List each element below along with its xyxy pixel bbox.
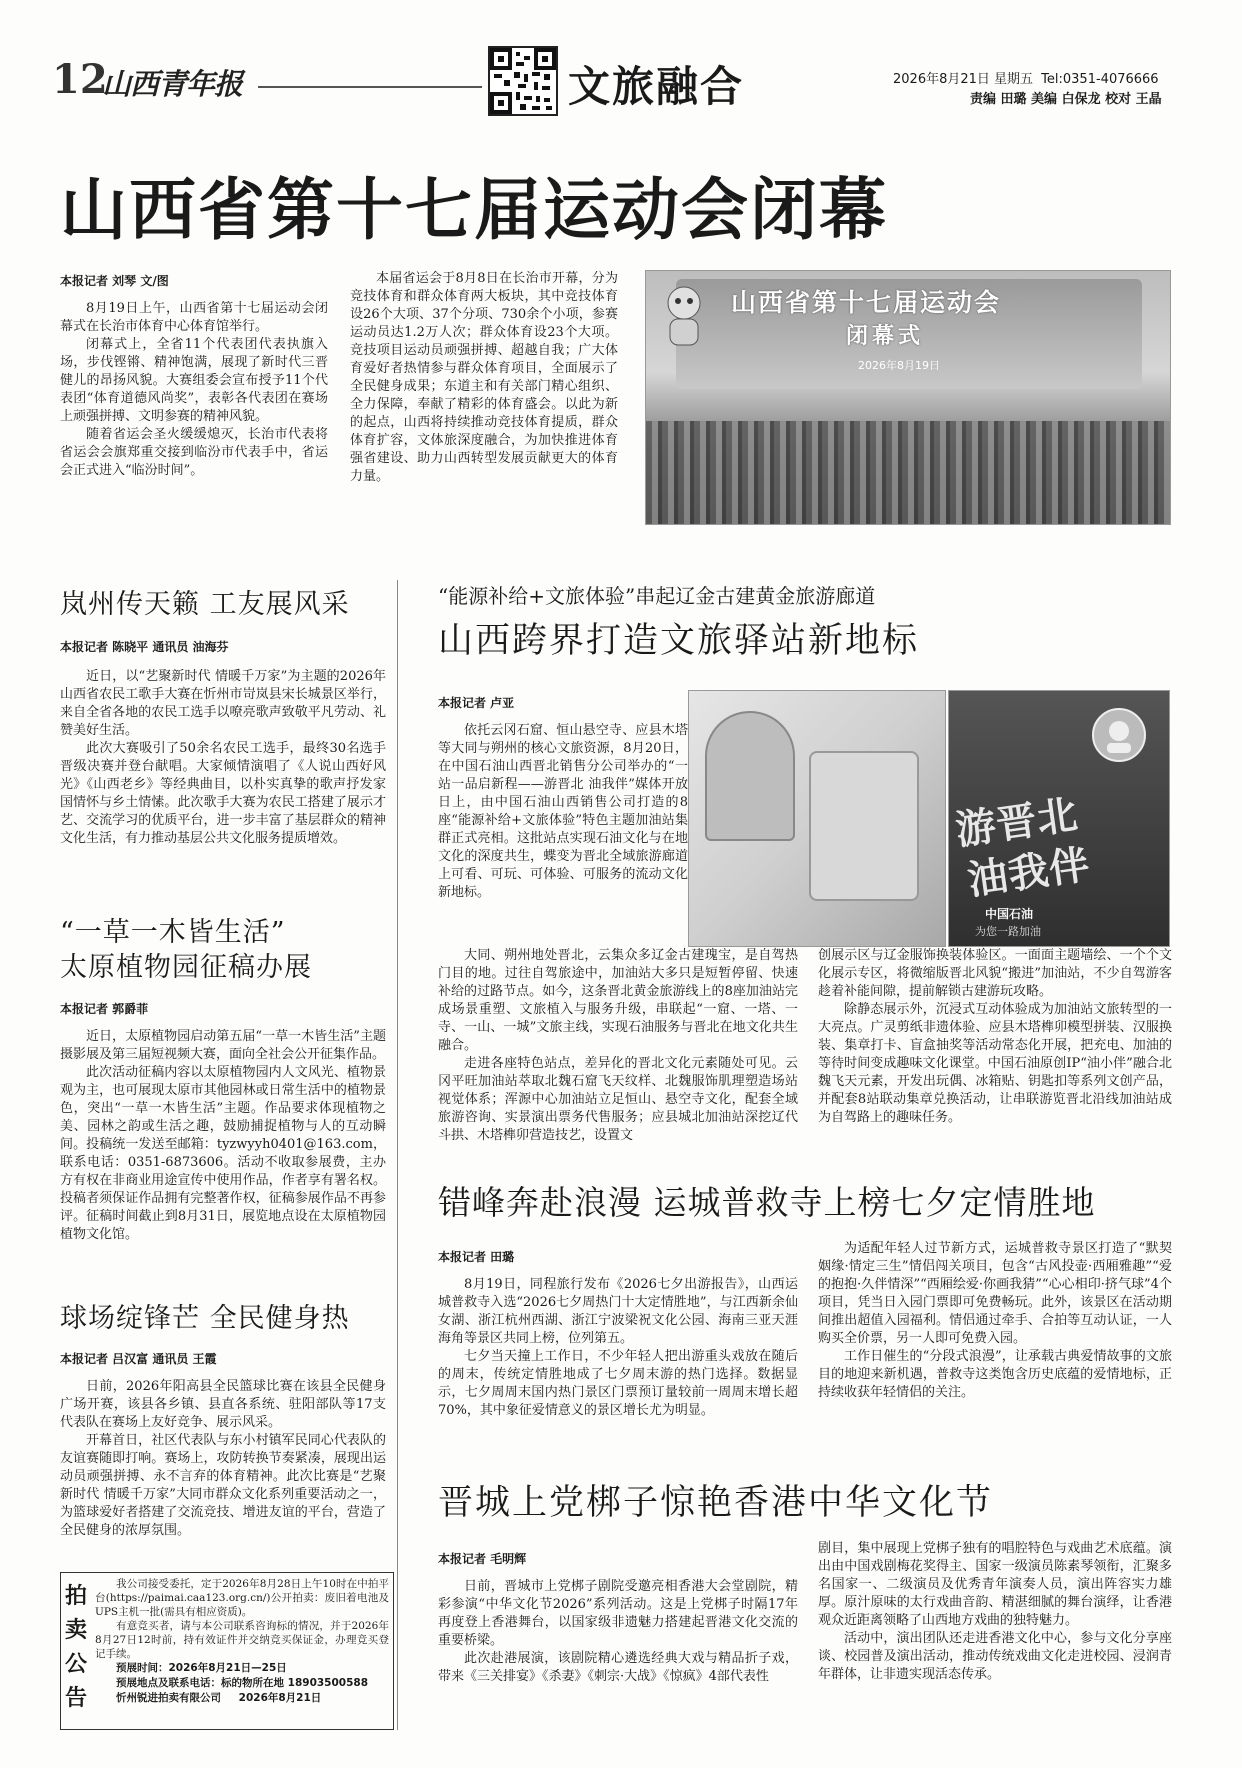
left-story-3-headline: 球场绽锋芒 全民健身热 [60,1303,350,1334]
photo-banner-subtitle: 闭幕式 [846,323,925,349]
pujiu-column-1 [438,1276,798,1420]
lead-headline: 山西省第十七届运动会闭幕 [60,170,888,249]
pujiu-headline: 错峰奔赴浪漫 运城普救寺上榜七夕定情胜地 [438,1183,1096,1222]
left1-para-2: 此次大赛吸引了50余名农民工选手，最终30名选手晋级决赛并登台献唱。大家倾情演唱了《人说山西好风光》《山西老乡》等经典曲目，以朴实真挚的歌声抒发家国情怀与乡土情愫。此次歌手大赛为农民工搭建了展示才艺、交流学习的优质平台，进一步丰富了基层群众的精神文化生活，有力推动基层公共文化服务提质增效。 [60,741,386,846]
pujiu-column-2 [818,1240,1172,1402]
left-story-2-headline-2: 太原植物园征稿办展 [60,952,312,983]
auction-company [95,1691,389,1706]
station-para-3: 创展示区与辽金服饰换装体验区。一面面主题墙绘、一个个文化展示专区，将微缩版晋北风貌“搬进”加油站，不少自驾游客趁着补能间隙，提前解锁古建游玩攻略。 [818,948,1172,999]
left-story-3-body [60,1378,386,1540]
page-number: 12 [52,56,108,103]
station-column-1 [438,947,798,1145]
paper-name-logo: 山西青年报 [102,67,243,101]
masthead [0,0,1242,125]
left-story-1-body [60,668,386,848]
auction-preview: 预展时间：2026年8月21日—25日 [116,1662,287,1674]
auction-contact: 预展地点及联系电话：标的物所在地 18903500588 [116,1677,369,1689]
lead-column-1 [60,300,328,480]
bangzi-para-4: 活动中，演出团队还走进香港文化中心，参与文化分享座谈、校园普及演出活动，推动传统戏曲文化走进校园、浸润青年群体，让非遗实现活态传承。 [818,1631,1172,1682]
left-story-2-headline-1: “一草一木皆生活” [60,917,286,948]
petrochina-logo-icon [1089,705,1149,765]
photo-banner-date: 2026年8月19日 [858,359,940,372]
photo-banner-title: 山西省第十七届运动会 [731,288,1002,317]
tel-text: Tel:0351-4076666 [1041,72,1159,87]
pujiu-para-3: 为适配年轻人过节新方式，运城普救寺景区打造了“默契姻缘·情定三生”情侣闯关项目，包含“古风投壶·西厢雅趣”“爱的抱抱·久伴情深”“西厢绘爱·你画我猜”“心心相印·挤气球”4个项目，凭当日入园门票即可免费畅玩。此外，该景区在活动期间推出超值入园福利。情侣通过牵手、合拍等互动认证，一人购买全价票，另一人即可免费入园。 [818,1241,1172,1346]
masthead-rule-left [258,86,482,88]
bangzi-byline: 本报记者 毛明辉 [438,1552,527,1566]
left1-para-1: 近日，以“艺聚新时代 情暖千万家”为主题的2026年山西省农民工歌手大赛在忻州市岢岚县宋长城景区举行，来自全省各地的农民工选手以嘹亮歌声致敬平凡劳动、礼赞美好生活。 [60,669,386,738]
station-para-intro: 依托云冈石窟、恒山悬空寺、应县木塔等大同与朔州的核心文旅资源，8月20日，在中国石油山西晋北销售分公司举办的“一站一品启新程——游晋北 油我伴”媒体开放日上，由中国石油山西销售公司打造的8座“能源补给+文旅体验”特色主题加油站集群正式亮相。这批站点实现石油文化与在地文化的深度共生，蝶变为晋北全域旅游廊道上可看、可玩、可体验、可服务的流动文化新地标。 [438,723,688,900]
closing-ceremony-photo [645,270,1171,525]
station-intro [438,722,688,902]
wall-mural [705,711,795,841]
gas-station-photo-left [688,690,946,947]
auction-para-1: 我公司接受委托，定于2026年8月28日上午10时在中拍平台(https://paimai.caa123.org.cn/)公开拍卖：废旧着电池及UPS主机一批(需具有相应资质)。 [95,1578,389,1618]
auction-body [95,1577,389,1706]
section-title: 文旅融合 [568,62,745,111]
photo-brand: 中国石油 [985,907,1034,921]
auction-title: 拍卖公告 [65,1583,88,1711]
photo-slogan-line-1: 游晋北 [952,790,1082,855]
left-story-2-byline: 本报记者 郭爵菲 [60,1002,149,1016]
station-para-1: 大同、朔州地处晋北，云集众多辽金古建瑰宝，是自驾热门目的地。过往自驾旅途中，加油站大多只是短暂停留、快速补给的过路节点。如今，这条晋北黄金旅游线上的8座加油站完成场景重塑、文旅植入与服务升级，串联起“一窟、一塔、一寺、一山、一城”文旅主线，实现石油服务与晋北在地文化共生融合。 [438,948,798,1053]
left-story-2-body [60,1028,386,1244]
bangzi-para-3: 剧目，集中展现上党梆子独有的唱腔特色与戏曲艺术底蕴。演出由中国戏剧梅花奖得主、国家一级演员陈素琴领衔，汇聚多名国家一、二级演员及优秀青年演奏人员，演出阵容实力雄厚。原汁原味的太行戏曲音韵、精湛细腻的舞台演绎，让香港观众近距离领略了山西地方戏曲的独特魅力。 [818,1541,1172,1628]
left-story-3-byline: 本报记者 吕汉富 通讯员 王霞 [60,1352,217,1366]
bangzi-para-2: 此次赴港展演，该剧院精心遴选经典大戏与精品折子戏，带来《三关排宴》《杀妻》《刺宗·大战》《惊疯》4部代表性 [438,1651,798,1684]
bangzi-headline: 晋城上党梆子惊艳香港中华文化节 [438,1483,994,1523]
bangzi-column-2 [818,1540,1172,1684]
auction-date: 2026年8月21日 [238,1692,322,1704]
left3-para-1: 日前，2026年阳高县全民篮球比赛在该县全民健身广场开赛，该县各乡镇、县直各系统、驻阳部队等17支代表队在赛场上友好竞争、展示风采。 [60,1379,386,1430]
lead-para-2: 闭幕式上，全省11个代表团代表执旗入场，步伐铿锵、精神饱满，展现了新时代三晋健儿的昂扬风貌。大赛组委会宣布授予11个代表团“体育道德风尚奖”，表彰各代表团在赛场上顽强拼搏、文明参赛的精神风貌。 [60,337,328,424]
station-headline: 山西跨界打造文旅驿站新地标 [438,621,920,661]
lead-para-1: 8月19日上午，山西省第十七届运动会闭幕式在长治市体育中心体育馆举行。 [60,301,328,334]
station-kicker: “能源补给+文旅体验”串起辽金古建黄金旅游廊道 [438,584,876,608]
left-story-1-byline: 本报记者 陈晓平 通讯员 油海芬 [60,640,229,654]
wall-mural-2 [809,751,919,901]
qr-code-icon [488,46,558,116]
photo-slogan-line-2: 油我伴 [964,840,1094,905]
station-para-2: 走进各座特色站点，差异化的晋北文化元素随处可见。云冈平旺加油站萃取北魏石窟飞天纹样、北魏服饰肌理塑造场站视觉体系；浑源中心加油站立足恒山、悬空寺文化，配套全域旅游咨询、实景演出票务代售服务；应县城北加油站深挖辽代斗拱、木塔榫卯营造技艺，设置文 [438,1056,798,1143]
lead-para-3: 随着省运会圣火缓缓熄灭，长治市代表将省运会会旗郑重交接到临汾市代表手中，省运会正式进入“临汾时间”。 [60,427,328,478]
column-divider [397,580,398,1730]
lead-para-4: 本届省运会于8月8日在长治市开幕，分为竞技体育和群众体育两大板块，其中竞技体育设26个大项、37个分项、730余个小项，参赛运动员达1.2万人次；群众体育设23个大项。竞技项目运动员顽强拼搏、超越自我；广大体育爱好者热情参与群众体育项目，全面展示了全民健身成果；东道主和有关部门精心组织、全力保障，奉献了精彩的体育盛会。以此为新的起点，山西将持续推动竞技体育提质，群众体育扩容，文体旅深度融合，为加快推进体育强省建设、助力山西转型发展贡献更大的体育力量。 [350,271,618,484]
left-story-1-headline: 岚州传天籁 工友展风采 [60,589,350,620]
date-text: 2026年8月21日 星期五 [893,72,1034,87]
station-para-4: 除静态展示外，沉浸式互动体验成为加油站文旅转型的一大亮点。广灵剪纸非遗体验、应县木塔榫卯模型拼装、汉服换装、集章打卡、盲盒抽奖等活动常态化开展，把充电、加油的等待时间变成趣味文化课堂。中国石油原创IP“油小伴”融合北魏飞天元素，开发出玩偶、冰箱贴、钥匙扣等系列文创产品，并配套8站联动集章兑换活动，让串联游览晋北沿线加油站成为自驾路上的趣味任务。 [818,1002,1172,1125]
auction-para-2: 有意竞买者，请与本公司联系咨询标的情况，并于2026年8月27日12时前，持有效证件并交纳竞买保证金，办理竞买登记手续。 [95,1620,389,1660]
pujiu-para-1: 8月19日，同程旅行发布《2026七夕出游报告》，山西运城普救寺入选“2026七夕周热门十大定情胜地”，与江西新余仙女湖、浙江杭州西湖、浙江宁波梁祝文化公园、海南三亚天涯海角等景区共同上榜，位列第五。 [438,1277,798,1346]
left3-para-2: 开幕首日，社区代表队与东小村镇军民同心代表队的友谊赛随即打响。赛场上，攻防转换节奏紧凑，展现出运动员顽强拼搏、永不言弃的体育精神。此次比赛是“艺聚新时代 情暖千万家”大同市群众文化系列重要活动之一，为篮球爱好者搭建了交流竞技、增进友谊的平台，营造了全民健身的浓厚氛围。 [60,1433,386,1538]
bangzi-para-1: 日前，晋城市上党梆子剧院受邀亮相香港大会堂剧院，精彩参演“中华文化节2026”系列活动。这是上党梆子时隔17年再度登上香港舞台，以国家级非遗魅力搭建起晋港文化交流的重要桥梁。 [438,1579,798,1648]
gas-station-photo-right [948,690,1170,947]
photo-brand-slogan: 为您一路加油 [975,925,1041,938]
lead-byline: 本报记者 刘琴 文/图 [60,274,169,288]
station-column-2 [818,947,1172,1127]
left2-para-2: 此次活动征稿内容以太原植物园内人文风光、植物景观为主，也可展现太原市其他园林或日常生活中的植物景色，突出“一草一木皆生活”主题。作品要求体现植物之美、园林之韵或生活之趣，鼓励捕捉植物与人的互动瞬间。投稿统一发送至邮箱：tyzwyyh0401@163.com，联系电话：0351-6873606。活动不收取参展费，主办方有权在非商业用途宣传中使用作品，作者享有署名权。投稿者须保证作品拥有完整著作权，征稿参展作品不再参评。征稿时间截止到8月31日，展览地点设在太原植物园植物文化馆。 [60,1065,386,1242]
pujiu-para-2: 七夕当天撞上工作日，不少年轻人把出游重头戏放在随后的周末，传统定情胜地成了七夕周末游的热门选择。数据显示，七夕周周末国内热门景区门票预订量较前一周周末增长超70%，其中象征爱情意义的景区增长尤为明显。 [438,1349,798,1418]
auction-notice [60,1572,394,1730]
photo-crowd [646,421,1171,525]
editor-credits: 责编 田璐 美编 白保龙 校对 王晶 [970,92,1162,107]
lead-column-2 [350,270,618,486]
bangzi-column-1 [438,1578,798,1686]
pujiu-para-4: 工作日催生的“分段式浪漫”，让承载古典爱情故事的文旅目的地迎来新机遇，普救寺这类饱含历史底蕴的爱情地标，正持续收获年轻情侣的关注。 [818,1349,1172,1400]
issue-date [893,68,1159,87]
auction-company-name: 忻州锐进拍卖有限公司 [116,1692,221,1704]
station-byline: 本报记者 卢亚 [438,696,515,710]
sports-mascot-icon [654,281,714,351]
pujiu-byline: 本报记者 田璐 [438,1250,515,1264]
left2-para-1: 近日，太原植物园启动第五届“一草一木皆生活”主题摄影展及第三届短视频大赛，面向全社会公开征集作品。 [60,1029,386,1062]
